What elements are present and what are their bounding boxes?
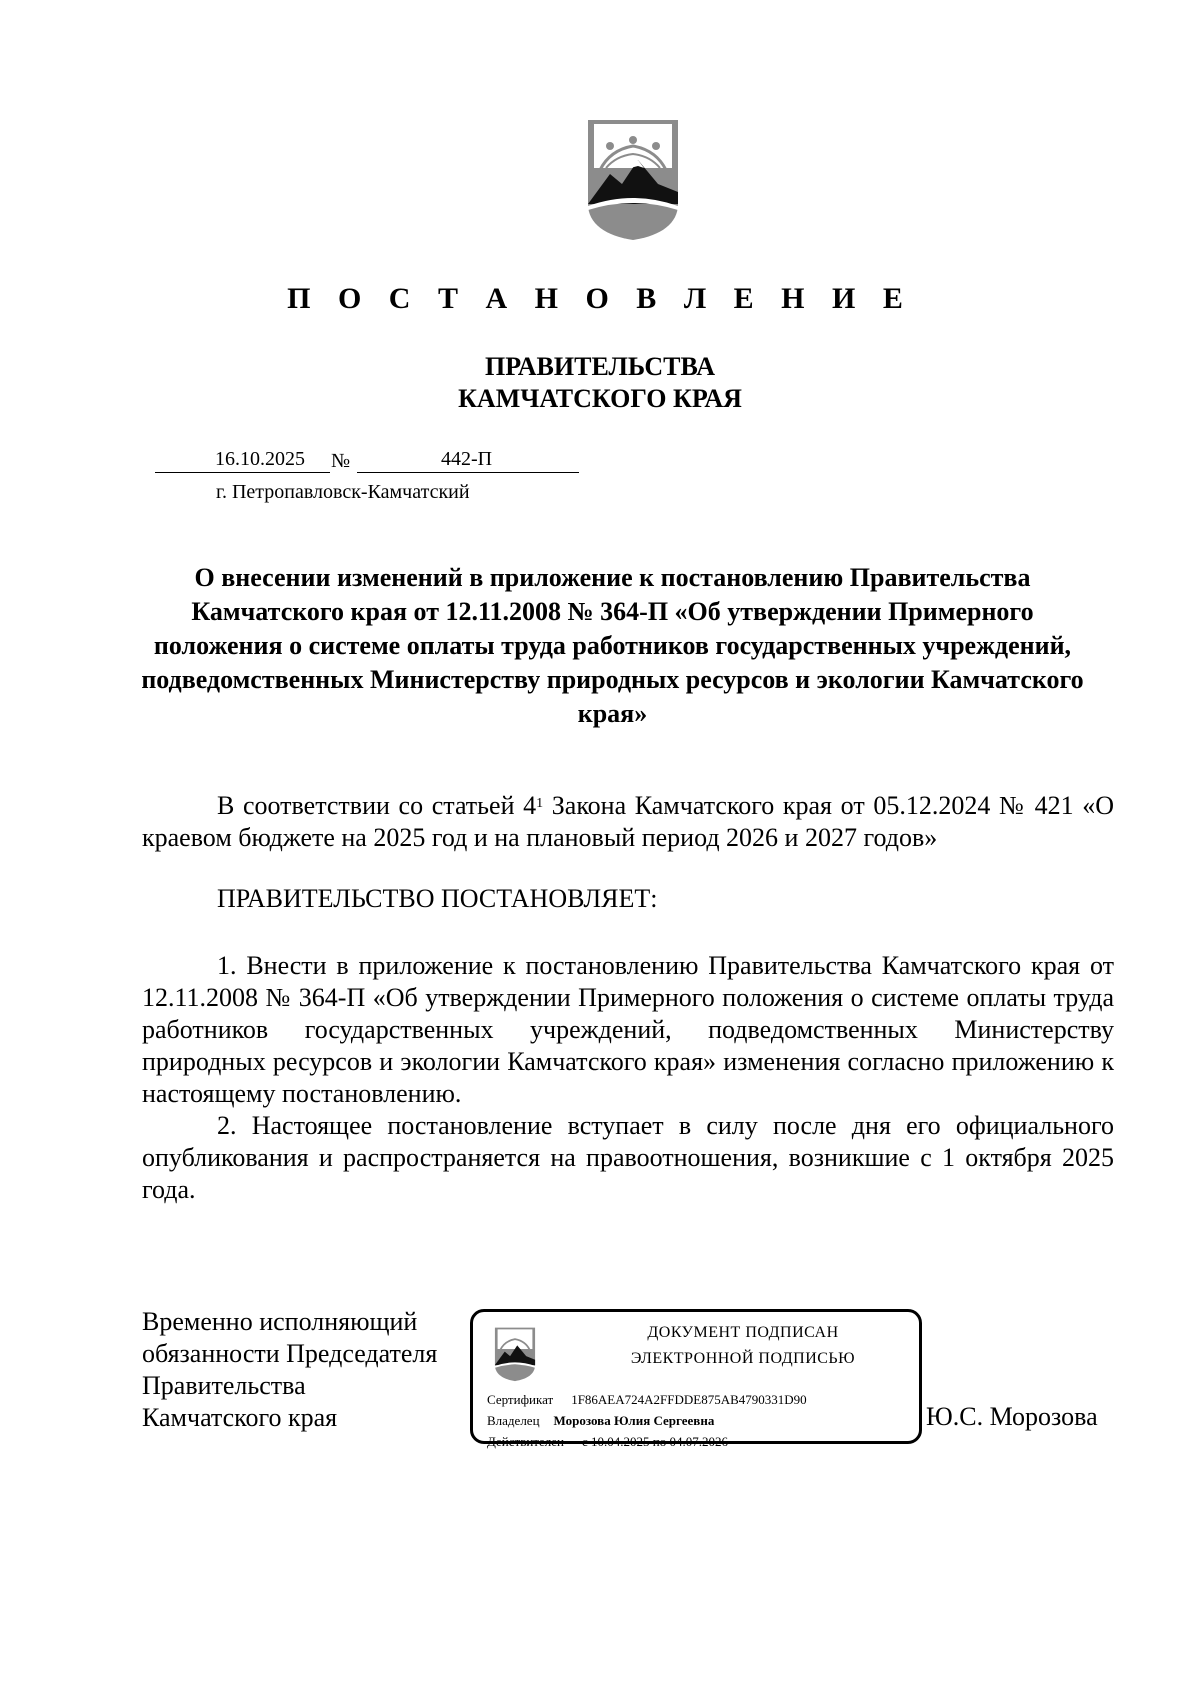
document-date: 16.10.2025 <box>155 448 330 473</box>
electronic-signature-stamp <box>470 1309 922 1449</box>
item-2-paragraph: 2. Настоящее постановление вступает в силу после дня его официального опубликования и распространяется на правоотношения, возникшие с 1 октября 2025 года. <box>142 1111 1114 1204</box>
signer-position-line: Временно исполняющий <box>142 1307 418 1336</box>
certificate-value: 1F86AEA724A2FFDDE875AB4790331D90 <box>571 1392 807 1407</box>
validity-value: с 10.04.2025 по 04.07.2026 <box>581 1434 728 1449</box>
stamp-owner-row <box>487 1413 714 1429</box>
resolves-heading: ПРАВИТЕЛЬСТВО ПОСТАНОВЛЯЕТ: <box>217 884 658 913</box>
validity-label: Действителен <box>487 1434 564 1449</box>
owner-value: Морозова Юлия Сергеевна <box>553 1413 715 1428</box>
article-superscript: 1 <box>536 796 544 811</box>
signer-position-line: Правительства <box>142 1371 306 1400</box>
preamble-paragraph: В соответствии со статьей $4^1$ Закона Камчатского края от 05.12.2024 № 421 «О краевом бюджете на 2025 год и на плановый период 2026 и 2027 годов» <box>142 791 1114 852</box>
city: г. Петропавловск-Камчатский <box>216 481 470 503</box>
signer-position-line: обязанности Председателя <box>142 1339 438 1368</box>
coat-of-arms-icon <box>580 112 686 242</box>
stamp-emblem-icon <box>491 1324 539 1382</box>
signer-position <box>142 1306 437 1434</box>
document-subject: О внесении изменений в приложение к постановлению Правительства Камчатского края от 12.11.2008 № 364-П «Об утверждении Примерного положения о системе оплаты труда работников государственных учреждений, подведомственных Министерству природных ресурсов и экологии Камчатского края» <box>141 563 1084 728</box>
signer-position-line: Камчатского края <box>142 1403 338 1432</box>
stamp-certificate-row <box>487 1392 807 1408</box>
item-1-paragraph: 1. Внести в приложение к постановлению Правительства Камчатского края от 12.11.2008 № 364-П «Об утверждении Примерного положения о системе оплаты труда работников государственных учреждений, подведомственных Министерству природных ресурсов и экологии Камчатского края» изменения согласно приложению к настоящему постановлению. <box>142 951 1114 1108</box>
stamp-validity-row <box>487 1434 728 1450</box>
document-number: 442-П <box>357 448 579 473</box>
issuing-body-line2: КАМЧАТСКОГО КРАЯ <box>458 384 742 413</box>
issuing-body-line1: ПРАВИТЕЛЬСТВА <box>485 352 715 381</box>
stamp-title-line2: ЭЛЕКТРОННОЙ ПОДПИСЬЮ <box>630 1350 856 1367</box>
document-type-title: П О С Т А Н О В Л Е Н И Е <box>287 282 913 315</box>
number-sign: № <box>331 450 351 472</box>
stamp-title-line1: ДОКУМЕНТ ПОДПИСАН <box>647 1324 839 1341</box>
signer-name: Ю.С. Морозова <box>926 1402 1098 1431</box>
owner-label: Владелец <box>487 1413 540 1428</box>
requisites-line <box>155 447 580 473</box>
certificate-label: Сертификат <box>487 1392 554 1407</box>
